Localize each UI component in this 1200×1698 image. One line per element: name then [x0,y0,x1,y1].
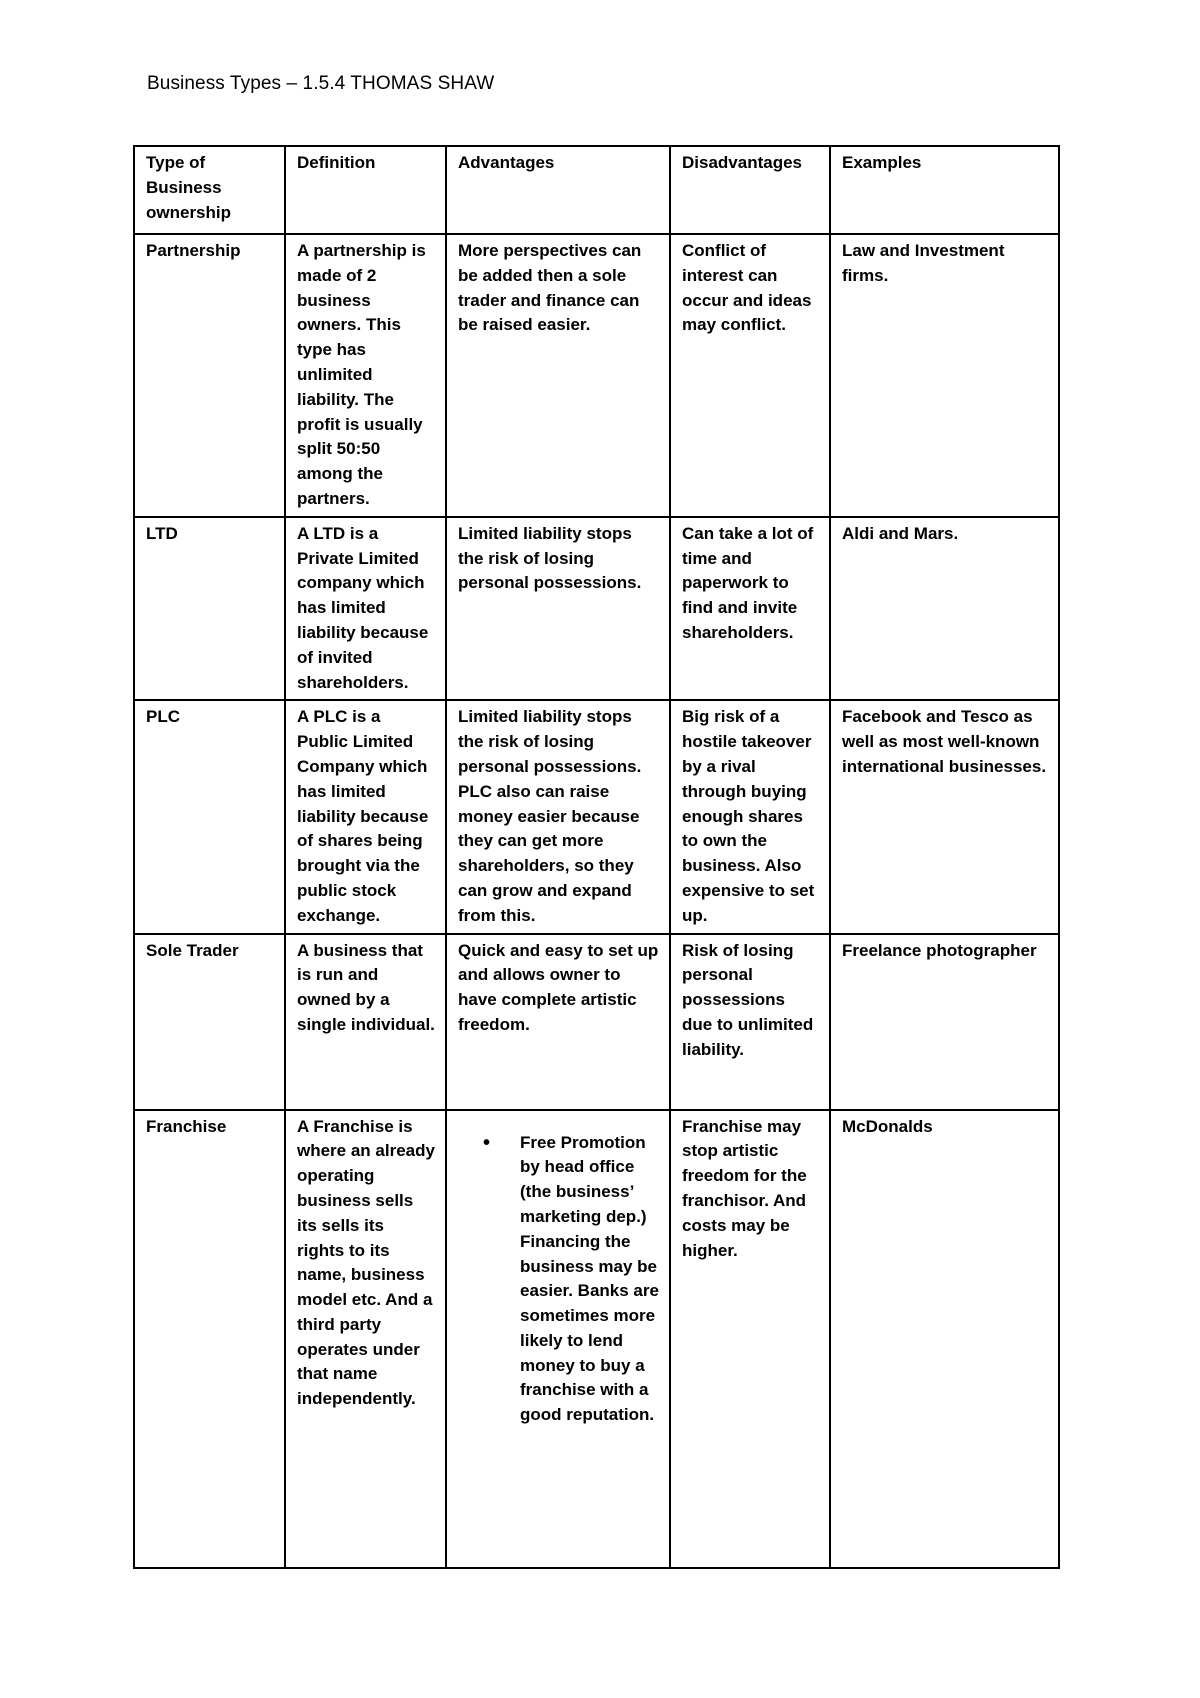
cell-type: PLC [134,700,285,933]
cell-definition: A business that is run and owned by a single individual. [285,934,446,1110]
business-types-table [133,145,1060,1569]
cell-examples: Facebook and Tesco as well as most well-known international businesses. [830,700,1059,933]
cell-disadvantages: Conflict of interest can occur and ideas may conflict. [670,234,830,517]
cell-advantages [446,1110,670,1568]
cell-definition: A PLC is a Public Limited Company which has limited liability because of shares being brought via the public stock exchange. [285,700,446,933]
table-row-franchise [134,1110,1059,1568]
cell-type: Partnership [134,234,285,517]
column-header-disadvantages: Disadvantages [670,146,830,234]
cell-examples: Freelance photographer [830,934,1059,1110]
column-header-definition: Definition [285,146,446,234]
cell-disadvantages: Risk of losing personal possessions due to unlimited liability. [670,934,830,1110]
cell-definition: A partnership is made of 2 business owners. This type has unlimited liability. The profit is usually split 50:50 among the partners. [285,234,446,517]
table-row-partnership [134,234,1059,517]
bullet-item: • Free Promotion by head office (the business’ marketing dep.) Financing the business may be easier. Banks are sometimes more likely to lend money to buy a franchise with a good reputation. [520,1131,659,1429]
cell-definition: A LTD is a Private Limited company which has limited liability because of invited shareholders. [285,517,446,701]
cell-advantages: Quick and easy to set up and allows owner to have complete artistic freedom. [446,934,670,1110]
table-row-sole-trader [134,934,1059,1110]
cell-examples: Aldi and Mars. [830,517,1059,701]
table-header-row [134,146,1059,234]
column-header-examples: Examples [830,146,1059,234]
cell-disadvantages: Franchise may stop artistic freedom for the franchisor. And costs may be higher. [670,1110,830,1568]
table-row-ltd [134,517,1059,701]
cell-disadvantages: Can take a lot of time and paperwork to find and invite shareholders. [670,517,830,701]
cell-advantages: Limited liability stops the risk of losing personal possessions. PLC also can raise money easier because they can get more shareholders, so they can grow and expand from this. [446,700,670,933]
cell-disadvantages: Big risk of a hostile takeover by a rival through buying enough shares to own the business. Also expensive to set up. [670,700,830,933]
column-header-type: Type of Business ownership [134,146,285,234]
cell-examples: Law and Investment firms. [830,234,1059,517]
advantages-bullet-list [458,1131,659,1429]
cell-type: Sole Trader [134,934,285,1110]
cell-advantages: More perspectives can be added then a sole trader and finance can be raised easier. [446,234,670,517]
cell-definition: A Franchise is where an already operating business sells its sells its rights to its name, business model etc. And a third party operates under that name independently. [285,1110,446,1568]
column-header-advantages: Advantages [446,146,670,234]
cell-advantages: Limited liability stops the risk of losing personal possessions. [446,517,670,701]
cell-type: Franchise [134,1110,285,1568]
table-row-plc [134,700,1059,933]
page-title: Business Types – 1.5.4 THOMAS SHAW [147,73,495,94]
cell-type: LTD [134,517,285,701]
cell-examples: McDonalds [830,1110,1059,1568]
